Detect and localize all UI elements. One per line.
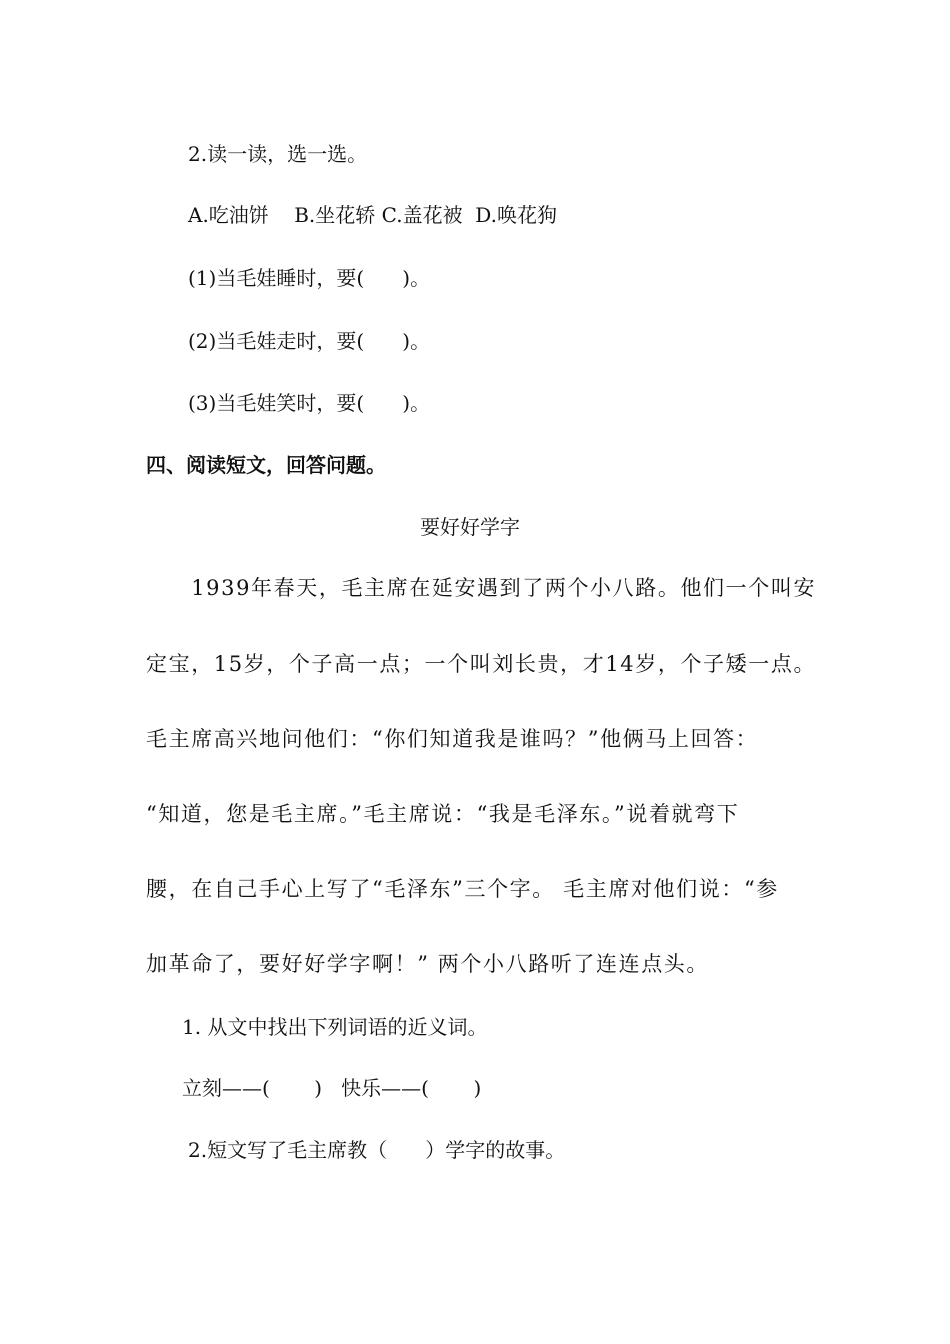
passage-title: 要好好学字 [420,515,520,539]
passage-line: 毛主席高兴地问他们：“你们知道我是谁吗？”他俩马上回答： [146,727,759,751]
question-item: (3)当毛娃笑时，要( )。 [188,391,431,415]
passage-line: “知道，您是毛主席。”毛主席说：“我是毛泽东。”说着就弯下 [146,802,740,826]
passage-line: 定宝，15岁，个子高一点；一个叫刘长贵，才14岁，个子矮一点。 [146,652,817,676]
passage-line: 加革命了，要好好学字啊！” 两个小八路听了连连点头。 [146,952,710,976]
passage-line: 腰，在自己手心上写了“毛泽东”三个字。 毛主席对他们说：“参 [146,877,779,901]
fill-in-blanks: 立刻——( ) 快乐——( ) [182,1076,482,1100]
section-heading: 四、阅读短文，回答问题。 [146,453,386,477]
passage-line: 1939年春天，毛主席在延安遇到了两个小八路。他们一个叫安 [146,576,817,600]
question-heading: 2.短文写了毛主席教（ ）学字的故事。 [188,1138,566,1162]
question-heading: 1. 从文中找出下列词语的近义词。 [182,1015,488,1039]
question-heading: 2.读一读，选一选。 [188,142,368,166]
question-item: (2)当毛娃走时，要( )。 [188,329,431,353]
answer-options: A.吃油饼 B.坐花轿 C.盖花被 D.唤花狗 [188,203,557,227]
question-item: (1)当毛娃睡时，要( )。 [188,266,431,290]
